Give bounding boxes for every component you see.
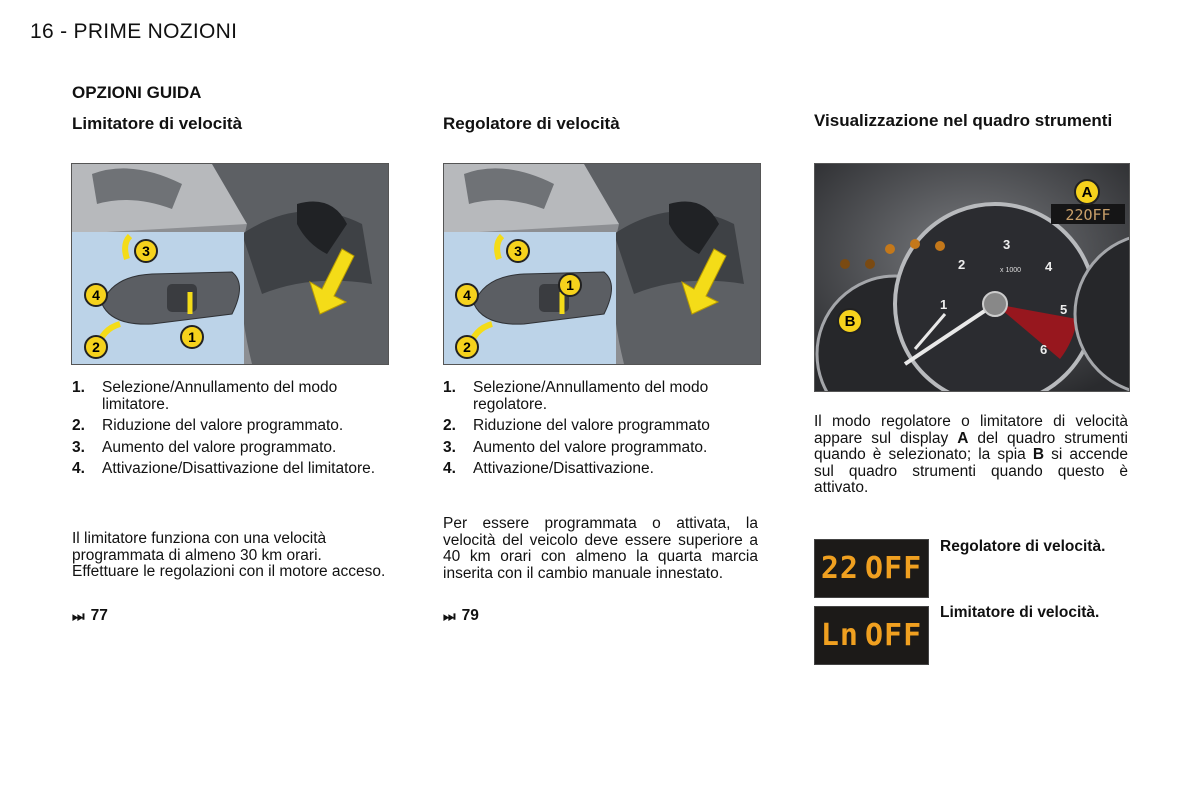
svg-text:A: A bbox=[1081, 184, 1093, 201]
stalk-illustration-cruise bbox=[443, 163, 761, 365]
limiter-display-indicator: Ln OFF bbox=[814, 606, 929, 665]
page-reference-link-limiter[interactable]: ⏭ 77 bbox=[72, 607, 108, 624]
svg-text:x 1000: x 1000 bbox=[1000, 267, 1022, 274]
svg-text:3: 3 bbox=[514, 243, 522, 259]
callout-b bbox=[836, 307, 864, 340]
svg-text:1: 1 bbox=[940, 297, 948, 312]
list-item: 4. Attivazione/Disattivazione del limitatore. bbox=[72, 460, 376, 477]
cruise-display-label: Regolatore di velocità. bbox=[940, 538, 1106, 555]
page-header: 16 - PRIME NOZIONI bbox=[30, 20, 238, 43]
limiter-controls-list bbox=[72, 380, 392, 483]
list-item: 1. Selezione/Annullamento del modo limitatore. bbox=[72, 379, 338, 413]
callout-2 bbox=[84, 335, 108, 364]
callout-1 bbox=[558, 273, 582, 302]
svg-text:2: 2 bbox=[463, 339, 471, 355]
column-title-limiter: Limitatore di velocità bbox=[72, 114, 243, 133]
svg-text:4: 4 bbox=[1045, 259, 1053, 274]
svg-text:1: 1 bbox=[566, 277, 574, 293]
svg-text:4: 4 bbox=[92, 287, 100, 303]
svg-text:6: 6 bbox=[1040, 342, 1048, 357]
list-item: 2. Riduzione del valore programmato. bbox=[72, 417, 344, 434]
callout-2 bbox=[455, 335, 479, 364]
svg-text:5: 5 bbox=[1060, 302, 1068, 317]
display-explanation-paragraph: Il modo regolatore o limitatore di velocità appare sul display A del quadro strumenti quando è selezionato; la spia B si accende sul quadro strumenti quando questo è attivato. bbox=[814, 413, 1128, 496]
callout-3 bbox=[134, 239, 158, 268]
svg-text:2: 2 bbox=[92, 339, 100, 355]
section-title: OPZIONI GUIDA bbox=[72, 83, 202, 102]
column-title-cruise: Regolatore di velocità bbox=[443, 114, 620, 133]
list-item: 4. Attivazione/Disattivazione. bbox=[443, 460, 654, 477]
list-item: 3. Aumento del valore programmato. bbox=[72, 438, 337, 456]
callout-4 bbox=[455, 283, 479, 312]
page-reference-link-cruise[interactable]: ⏭ 79 bbox=[443, 607, 479, 624]
stalk-illustration-limiter bbox=[71, 163, 389, 365]
svg-text:3: 3 bbox=[142, 243, 150, 259]
svg-text:3: 3 bbox=[1003, 237, 1011, 252]
limiter-paragraph: Il limitatore funziona con una velocità programmata di almeno 30 km orari. Effettuare le regolazioni con il motore acceso. bbox=[72, 530, 386, 580]
limiter-display-label: Limitatore di velocità. bbox=[940, 604, 1100, 621]
callout-a bbox=[1073, 178, 1101, 211]
svg-text:2: 2 bbox=[958, 257, 966, 272]
svg-text:4: 4 bbox=[463, 287, 471, 303]
list-item: 1. Selezione/Annullamento del modo regolatore. bbox=[443, 379, 709, 413]
cruise-controls-list bbox=[443, 380, 763, 483]
list-item: 2. Riduzione del valore programmato bbox=[443, 417, 710, 434]
svg-text:B: B bbox=[844, 313, 856, 330]
cruise-paragraph: Per essere programmata o attivata, la velocità del veicolo deve essere superiore a 40 km orari con almeno la quarta marcia inserita con il cambio manuale innestato. bbox=[443, 515, 758, 582]
callout-4 bbox=[84, 283, 108, 312]
skip-forward-icon: ⏭ bbox=[443, 607, 456, 624]
svg-text:22OFF: 22OFF bbox=[1065, 206, 1111, 224]
cruise-display-indicator: 22 OFF bbox=[814, 539, 929, 598]
column-title-display: Visualizzazione nel quadro strumenti bbox=[814, 111, 1113, 130]
callout-1 bbox=[180, 325, 204, 354]
list-item: 3. Aumento del valore programmato. bbox=[443, 438, 708, 456]
skip-forward-icon: ⏭ bbox=[72, 607, 85, 624]
svg-text:1: 1 bbox=[188, 329, 196, 345]
callout-3 bbox=[506, 239, 530, 268]
